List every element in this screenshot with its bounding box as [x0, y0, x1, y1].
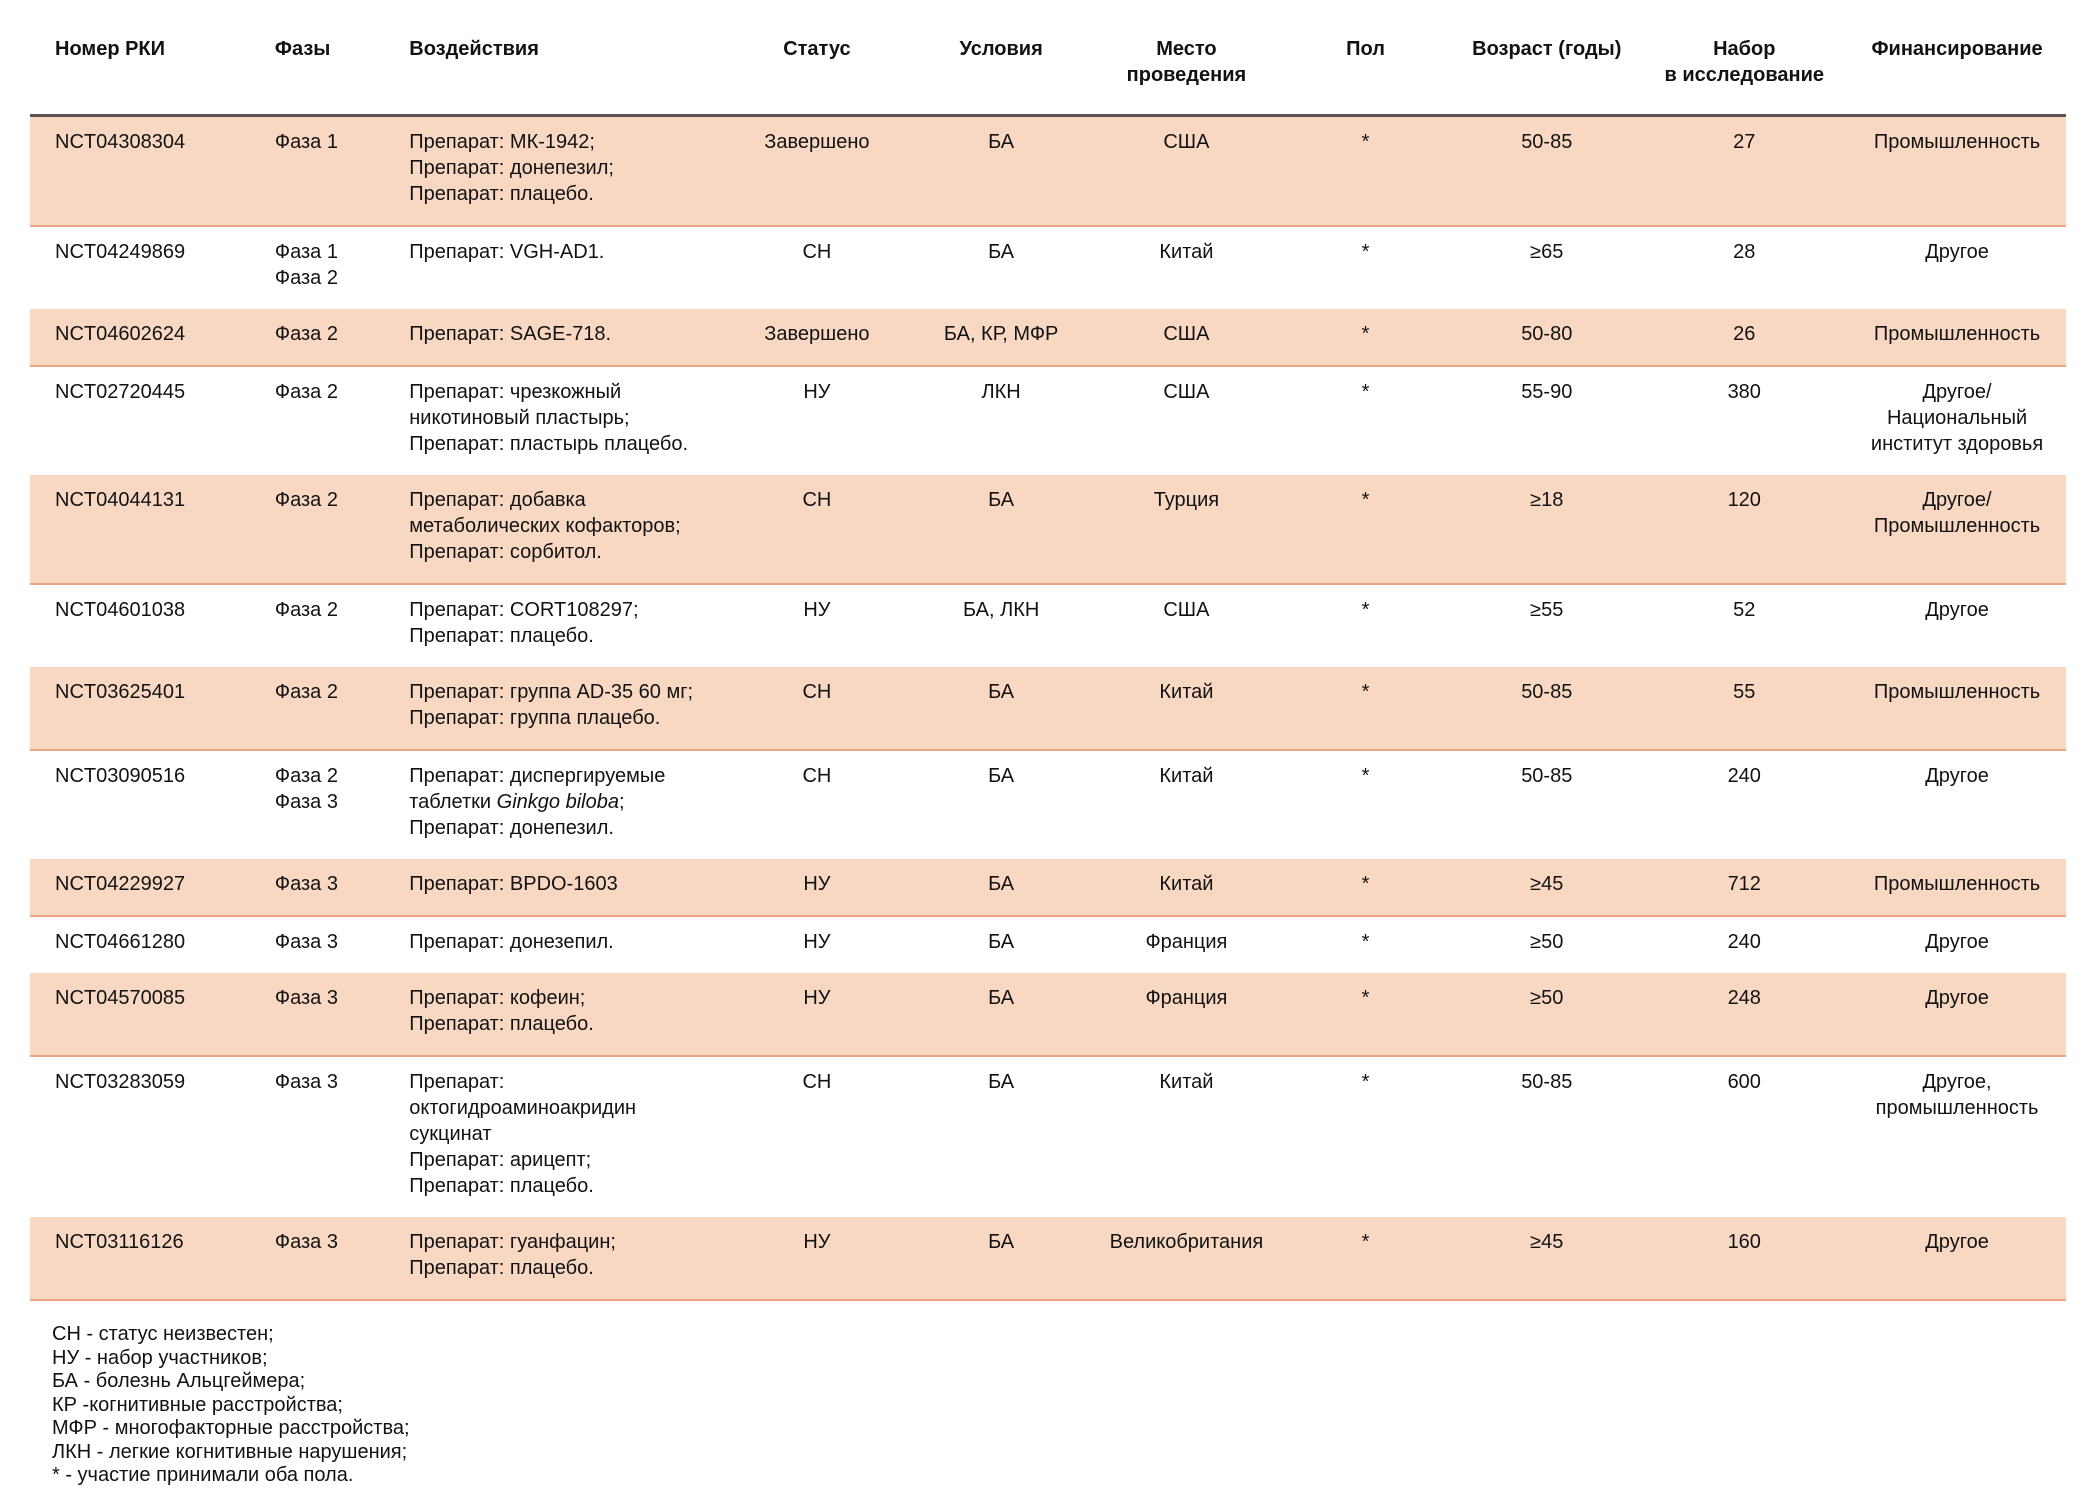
cell-funding: Другое [1925, 765, 1989, 787]
cell-location: Великобритания [1109, 1231, 1264, 1253]
cell-funding: Промышленность [1873, 323, 2041, 345]
cell-interventions: Препарат: кофеин; Препарат: плацебо. [409, 987, 594, 1035]
cell-age: 50-85 [1521, 1071, 1573, 1093]
cell-phases: Фаза 1 [274, 131, 338, 153]
cell-conditions: БА [988, 131, 1015, 153]
cell-location: Франция [1145, 987, 1228, 1009]
cell-sex: * [1361, 599, 1370, 621]
cell-id: NCT04308304 [55, 131, 186, 153]
cell-id: NCT04661280 [55, 931, 186, 953]
cell-id: NCT04601038 [55, 599, 186, 621]
cell-location: США [1163, 381, 1210, 403]
cell-location: Китай [1159, 1071, 1214, 1093]
table-row [30, 859, 2066, 916]
cell-funding: Другое [1925, 1231, 1989, 1253]
cell-id: NCT03090516 [55, 765, 186, 787]
cell-phases: Фаза 3 [274, 1231, 338, 1253]
cell-interventions: Препарат: гуанфацин; Препарат: плацебо. [409, 1231, 616, 1279]
cell-interventions: Препарат: октогидроаминоакридин сукцинат Препарат: арицепт; Препарат: плацебо. [409, 1071, 637, 1197]
legend-line: НУ - набор участников; [52, 1346, 268, 1369]
cell-sex: * [1361, 241, 1370, 263]
cell-sex: * [1361, 1231, 1370, 1253]
cell-phases: Фаза 3 [274, 1071, 338, 1093]
cell-conditions: БА [988, 681, 1015, 703]
column-header-status: Статус [726, 36, 907, 116]
cell-interventions: Препарат: диспергируемые таблетки Ginkgo biloba; Препарат: донепезил. [409, 765, 666, 839]
cell-id: NCT03625401 [55, 681, 186, 703]
cell-phases: Фаза 2 [274, 681, 338, 703]
cell-age: 50-80 [1521, 323, 1573, 345]
cell-conditions: БА [988, 765, 1015, 787]
cell-interventions: Препарат: чрезкожный никотиновый пластырь; Препарат: пластырь плацебо. [409, 381, 689, 455]
column-header-sex: Пол [1278, 36, 1453, 116]
column-header-id: Номер РКИ [30, 36, 250, 116]
cell-sex: * [1361, 381, 1370, 403]
column-header-age: Возраст (годы) [1453, 36, 1640, 116]
cell-funding: Другое/ Национальный институт здоровья [1870, 381, 2044, 455]
cell-id: NCT04249869 [55, 241, 186, 263]
cell-location: Китай [1159, 873, 1214, 895]
cell-interventions: Препарат: VGH-AD1. [409, 241, 605, 263]
cell-enrollment: 52 [1733, 599, 1756, 621]
table-body [30, 116, 2066, 1301]
cell-status: Завершено [764, 131, 870, 153]
cell-status: НУ [803, 931, 831, 953]
cell-conditions: ЛКН [981, 381, 1021, 403]
cell-funding: Другое, промышленность [1875, 1071, 2039, 1119]
table-row [30, 973, 2066, 1056]
cell-enrollment: 28 [1733, 241, 1756, 263]
column-header-location: Место проведения [1095, 36, 1278, 116]
cell-conditions: БА [988, 489, 1015, 511]
legend-line: КР -когнитивные расстройства; [52, 1393, 343, 1416]
cell-interventions: Препарат: SAGE-718. [409, 323, 612, 345]
cell-enrollment: 240 [1727, 765, 1761, 787]
cell-sex: * [1361, 131, 1370, 153]
column-header-phases: Фазы [250, 36, 384, 116]
cell-id: NCT02720445 [55, 381, 186, 403]
cell-age: ≥50 [1530, 987, 1564, 1009]
cell-age: ≥55 [1530, 599, 1564, 621]
cell-location: Франция [1145, 931, 1228, 953]
cell-funding: Другое [1925, 241, 1989, 263]
legend-line: СН - статус неизвестен; [52, 1323, 274, 1345]
cell-sex: * [1361, 987, 1370, 1009]
table-row [30, 226, 2066, 309]
cell-location: Турция [1153, 489, 1220, 511]
cell-funding: Другое/ Промышленность [1873, 489, 2041, 537]
cell-status: СН [802, 1071, 832, 1093]
cell-status: Завершено [764, 323, 870, 345]
cell-enrollment: 55 [1733, 681, 1756, 703]
cell-conditions: БА [988, 987, 1015, 1009]
cell-funding: Промышленность [1873, 873, 2041, 895]
cell-conditions: БА [988, 931, 1015, 953]
table-row [30, 1056, 2066, 1217]
cell-age: ≥45 [1530, 1231, 1564, 1253]
cell-enrollment: 120 [1727, 489, 1761, 511]
legend [52, 1323, 2100, 1488]
cell-phases: Фаза 2 Фаза 3 [274, 765, 338, 813]
cell-id: NCT04570085 [55, 987, 186, 1009]
column-header-enrollment: Набор в исследование [1640, 36, 1848, 116]
column-header-funding: Финансирование [1848, 36, 2066, 116]
cell-enrollment: 600 [1727, 1071, 1761, 1093]
cell-sex: * [1361, 931, 1370, 953]
cell-enrollment: 240 [1727, 931, 1761, 953]
cell-conditions: БА [988, 873, 1015, 895]
cell-enrollment: 380 [1727, 381, 1761, 403]
cell-sex: * [1361, 681, 1370, 703]
cell-status: НУ [803, 599, 831, 621]
cell-funding: Промышленность [1873, 681, 2041, 703]
cell-interventions: Препарат: CORT108297; Препарат: плацебо. [409, 599, 639, 647]
cell-conditions: БА, КР, МФР [943, 323, 1059, 345]
cell-age: ≥18 [1530, 489, 1564, 511]
cell-status: СН [802, 681, 832, 703]
cell-interventions: Препарат: МК-1942; Препарат: донепезил; Препарат: плацебо. [409, 131, 614, 205]
cell-age: 50-85 [1521, 765, 1573, 787]
cell-funding: Промышленность [1873, 131, 2041, 153]
cell-location: Китай [1159, 681, 1214, 703]
header-row [30, 36, 2066, 116]
cell-phases: Фаза 2 [274, 489, 338, 511]
cell-phases: Фаза 3 [274, 987, 338, 1009]
cell-id: NCT04044131 [55, 489, 186, 511]
cell-age: 50-85 [1521, 131, 1573, 153]
cell-conditions: БА [988, 241, 1015, 263]
cell-location: США [1163, 131, 1210, 153]
cell-phases: Фаза 3 [274, 873, 338, 895]
cell-sex: * [1361, 489, 1370, 511]
cell-conditions: БА [988, 1071, 1015, 1093]
cell-funding: Другое [1925, 599, 1989, 621]
legend-line: * - участие принимали оба пола. [52, 1464, 354, 1486]
table-row [30, 1217, 2066, 1300]
cell-sex: * [1361, 1071, 1370, 1093]
cell-funding: Другое [1925, 931, 1989, 953]
cell-status: СН [802, 241, 832, 263]
table-row [30, 916, 2066, 973]
cell-id: NCT03283059 [55, 1071, 186, 1093]
cell-id: NCT03116126 [55, 1231, 184, 1253]
cell-conditions: БА, ЛКН [962, 599, 1040, 621]
rct-table [30, 36, 2066, 1301]
cell-interventions: Препарат: группа AD-35 60 мг; Препарат: группа плацебо. [409, 681, 694, 729]
cell-sex: * [1361, 323, 1370, 345]
cell-status: НУ [803, 381, 831, 403]
cell-age: 55-90 [1521, 381, 1573, 403]
table-row [30, 750, 2066, 859]
cell-status: НУ [803, 1231, 831, 1253]
cell-conditions: БА [988, 1231, 1015, 1253]
cell-sex: * [1361, 765, 1370, 787]
table-row [30, 667, 2066, 750]
cell-status: НУ [803, 873, 831, 895]
cell-age: ≥50 [1530, 931, 1564, 953]
cell-location: США [1163, 599, 1210, 621]
cell-enrollment: 26 [1733, 323, 1756, 345]
cell-age: ≥45 [1530, 873, 1564, 895]
table-header [30, 36, 2066, 116]
table-row [30, 475, 2066, 584]
cell-location: США [1163, 323, 1210, 345]
cell-interventions: Препарат: добавка метаболических кофакторов; Препарат: сорбитол. [409, 489, 681, 563]
table-row [30, 366, 2066, 475]
cell-enrollment: 160 [1727, 1231, 1761, 1253]
legend-line: БА - болезнь Альцгеймера; [52, 1370, 306, 1392]
cell-status: СН [802, 489, 832, 511]
cell-id: NCT04602624 [55, 323, 186, 345]
cell-interventions: Препарат: BPDO-1603 [409, 873, 618, 895]
cell-interventions: Препарат: донезепил. [409, 931, 614, 953]
cell-status: СН [802, 765, 832, 787]
cell-location: Китай [1159, 765, 1214, 787]
cell-phases: Фаза 2 [274, 599, 338, 621]
cell-enrollment: 27 [1733, 131, 1756, 153]
legend-line: ЛКН - легкие когнитивные нарушения; [52, 1440, 408, 1463]
table-row [30, 309, 2066, 366]
column-header-conditions: Условия [908, 36, 1095, 116]
cell-age: 50-85 [1521, 681, 1573, 703]
cell-status: НУ [803, 987, 831, 1009]
cell-enrollment: 712 [1727, 873, 1761, 895]
cell-phases: Фаза 1 Фаза 2 [274, 241, 338, 289]
cell-location: Китай [1159, 241, 1214, 263]
legend-line: МФР - многофакторные расстройства; [52, 1417, 410, 1439]
table-row [30, 584, 2066, 667]
cell-enrollment: 248 [1727, 987, 1761, 1009]
cell-funding: Другое [1925, 987, 1989, 1009]
table-row [30, 116, 2066, 227]
cell-age: ≥65 [1530, 241, 1564, 263]
column-header-interventions: Воздействия [384, 36, 726, 116]
cell-phases: Фаза 2 [274, 381, 338, 403]
cell-id: NCT04229927 [55, 873, 186, 895]
cell-phases: Фаза 2 [274, 323, 338, 345]
cell-sex: * [1361, 873, 1370, 895]
cell-phases: Фаза 3 [274, 931, 338, 953]
